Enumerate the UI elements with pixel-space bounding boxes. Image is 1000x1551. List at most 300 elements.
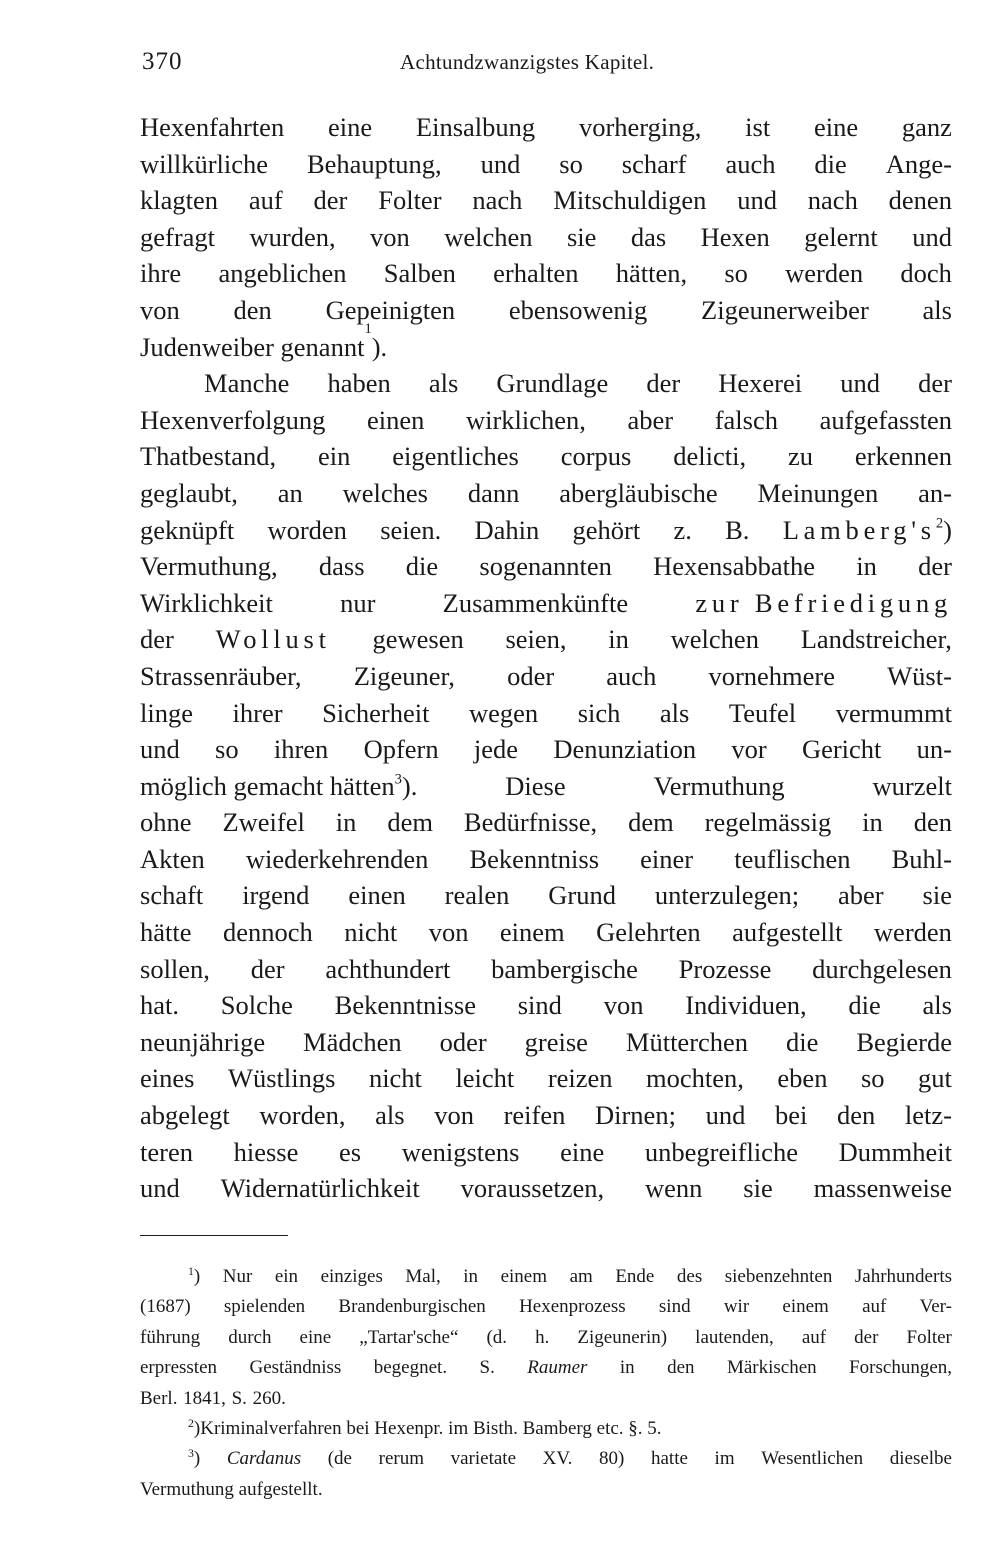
word: Zigeuner, <box>353 660 455 691</box>
word: 80) <box>599 1448 625 1470</box>
word: nicht <box>344 917 398 948</box>
word: welches <box>342 477 428 508</box>
word: Hexensabbathe <box>653 551 815 582</box>
word: wiederkehrenden <box>245 843 429 874</box>
word: ohne <box>140 807 192 838</box>
word: Wüst- <box>887 660 952 691</box>
word: reizen <box>547 1063 613 1094</box>
text-line <box>140 365 952 402</box>
word: un- <box>916 734 952 765</box>
word: zu <box>787 441 813 472</box>
word: Vermuthung, <box>140 551 278 582</box>
text-line <box>140 402 952 439</box>
word: nicht <box>368 1063 422 1094</box>
word: welchen <box>670 624 759 655</box>
word: ein <box>274 1266 299 1287</box>
text-line <box>140 320 952 366</box>
word: seien. <box>380 514 442 545</box>
word: lautenden, <box>695 1326 774 1348</box>
word: worden, <box>259 1100 346 1131</box>
word: Ange- <box>885 148 952 179</box>
word: in <box>619 1357 635 1379</box>
word: ihren <box>273 734 329 765</box>
word: Opfern <box>363 734 439 765</box>
word: aufgefassten <box>819 404 952 435</box>
text-fragment <box>140 768 417 805</box>
word: gehört <box>572 514 641 545</box>
word: Mädchen <box>303 1026 402 1057</box>
word: realen <box>444 880 510 911</box>
word: varietate <box>450 1448 517 1470</box>
text-line <box>140 438 952 475</box>
word: Gericht <box>801 734 882 765</box>
footnote-mark-2: 2 <box>188 1416 194 1430</box>
running-title: Achtundzwanzigstes Kapitel. <box>400 50 655 74</box>
text-fragment: ). <box>371 331 388 362</box>
footnote-1 <box>140 1262 952 1292</box>
word: Hexen <box>700 221 770 252</box>
word: eine <box>299 1326 332 1348</box>
word: corpus <box>560 441 632 472</box>
word: der <box>250 953 285 984</box>
word: durch <box>228 1326 272 1348</box>
word: und <box>705 1100 746 1131</box>
word: Mal, <box>405 1266 441 1287</box>
word: Gepeinigten <box>325 294 456 325</box>
word: erpressten <box>140 1357 218 1379</box>
text-line <box>140 768 952 805</box>
word: so <box>860 1063 885 1094</box>
word: so <box>559 148 583 179</box>
word: der <box>646 368 681 399</box>
text-fragment: ) <box>193 1266 201 1287</box>
word: so <box>724 258 748 289</box>
word: einer <box>640 843 694 874</box>
word: reifen <box>503 1100 566 1131</box>
word: in <box>335 807 357 838</box>
text-line <box>140 1097 952 1134</box>
word: geknüpft <box>140 514 235 545</box>
word: Zweifel <box>222 807 305 838</box>
word: aber <box>627 404 674 435</box>
word: Dahin <box>474 514 540 545</box>
word: irgend <box>242 880 310 911</box>
word: XV. <box>542 1448 573 1470</box>
word: eben <box>777 1063 828 1094</box>
word: als <box>922 990 952 1021</box>
word: die <box>786 1026 819 1057</box>
text-fragment: ) <box>193 1417 201 1439</box>
footnote-line <box>140 1384 952 1414</box>
word: den <box>233 294 272 325</box>
text-line <box>140 292 952 329</box>
word: auch <box>606 660 657 691</box>
word: linge <box>140 697 193 728</box>
word: wir <box>723 1296 750 1318</box>
text-fragment: ) <box>193 1448 201 1470</box>
word: eine <box>560 1136 605 1167</box>
text-fragment: möglich gemacht hätten <box>140 770 395 801</box>
word: Dummheit <box>838 1136 952 1167</box>
text-line <box>140 182 952 219</box>
word: oder <box>507 660 555 691</box>
word: z. <box>673 514 692 545</box>
spaced-name: Lamberg's <box>782 514 936 545</box>
word: denen <box>888 185 952 216</box>
word: Prozesse <box>678 953 772 984</box>
footnote-3 <box>140 1444 952 1474</box>
word: auf <box>801 1326 827 1348</box>
word: vornehmere <box>708 660 836 691</box>
word: Wirklichkeit <box>140 587 273 618</box>
word: Solche <box>220 990 293 1021</box>
main-text <box>140 109 952 1207</box>
text-line <box>140 1170 952 1207</box>
word: hätte <box>140 917 192 948</box>
word: Hexenprozess <box>519 1296 626 1318</box>
footnote-text <box>188 1444 200 1474</box>
footnote-author: Cardanus <box>226 1448 302 1470</box>
word: massenweise <box>813 1173 952 1204</box>
word: in <box>463 1266 479 1287</box>
word: in <box>862 807 883 838</box>
text-fragment: Judenweiber genannt <box>140 331 365 362</box>
word: Zusammenkünfte <box>442 587 629 618</box>
word: S. <box>479 1357 495 1379</box>
word: auf <box>248 185 283 216</box>
word: einen <box>348 880 406 911</box>
footnote-2 <box>140 1414 952 1444</box>
footnote-line <box>140 1353 952 1383</box>
text-line <box>140 1134 952 1171</box>
word: nach <box>472 185 523 216</box>
word: der <box>313 185 348 216</box>
word: eine <box>327 112 373 142</box>
footnote-mark-3: 3 <box>188 1447 194 1461</box>
footnote-author: Raumer <box>527 1357 588 1379</box>
word: von <box>434 1100 474 1131</box>
word: Geständniss <box>249 1357 342 1379</box>
word: Grundlage <box>496 368 609 399</box>
word: vermummt <box>835 697 952 728</box>
text-line <box>140 841 952 878</box>
word: eigentliches <box>392 441 519 472</box>
text-line <box>140 219 952 256</box>
word: 260. <box>252 1387 286 1409</box>
spaced-term: Wollust <box>215 624 331 655</box>
word: Ende <box>615 1266 655 1287</box>
word: und <box>912 221 952 252</box>
word: Folter <box>378 185 442 216</box>
word: wurden, <box>249 221 336 252</box>
word: dem <box>387 807 433 838</box>
page-number: 370 <box>142 48 183 75</box>
word: und <box>737 185 777 216</box>
word: teuflischen <box>734 843 851 874</box>
word: sie <box>566 221 597 252</box>
text-line <box>140 695 952 732</box>
word: Salben <box>383 258 456 289</box>
footnote-mark-1: 1 <box>188 1264 194 1278</box>
word: hiesse <box>233 1136 299 1167</box>
footnote-line: Vermuthung aufgestellt. <box>140 1478 323 1500</box>
word: von <box>140 294 180 325</box>
word: ist <box>745 112 771 142</box>
word: Diese <box>505 770 566 801</box>
word: dieselbe <box>889 1448 952 1470</box>
word: werden <box>873 917 952 948</box>
footnote-text <box>188 1262 200 1292</box>
spaced-term: zur Befriedigung <box>695 587 952 618</box>
word: geglaubt, <box>140 477 238 508</box>
word: rerum <box>378 1448 424 1470</box>
word: dann <box>467 477 520 508</box>
word: gut <box>918 1063 952 1094</box>
text-line <box>140 1060 952 1097</box>
word: B. <box>725 514 750 545</box>
text-line <box>140 585 952 622</box>
word: Ver- <box>919 1296 952 1318</box>
word: dass <box>318 551 365 582</box>
word: die <box>848 990 881 1021</box>
text-line <box>140 1024 952 1061</box>
text-line <box>140 658 952 695</box>
word: einem <box>499 917 565 948</box>
word: Hexenfahrten <box>140 112 285 142</box>
word: ebensowenig <box>508 294 648 325</box>
word: führung <box>140 1326 201 1348</box>
word: abergläubische <box>559 477 718 508</box>
word: siebenzehnten <box>724 1266 833 1287</box>
word: Hexerei <box>718 368 803 399</box>
text-fragment: ) <box>943 514 952 545</box>
word: die <box>814 148 847 179</box>
word: S. <box>231 1387 247 1409</box>
page-header <box>142 48 950 84</box>
word: Bekenntniss <box>469 843 600 874</box>
text-line <box>140 548 952 585</box>
word: hat. <box>140 990 179 1021</box>
word: als <box>659 697 690 728</box>
word: bei <box>774 1100 808 1131</box>
word: Gelehrten <box>596 917 701 948</box>
word: nach <box>807 185 858 216</box>
word: Individuen, <box>685 990 807 1021</box>
word: dem <box>628 807 674 838</box>
word: seien, <box>505 624 567 655</box>
word: scharf <box>621 148 687 179</box>
word: willkürliche <box>140 148 269 179</box>
word: werden <box>785 258 864 289</box>
word: eines <box>140 1063 195 1094</box>
word: einem <box>782 1296 829 1318</box>
word: doch <box>900 258 952 289</box>
word: nur <box>340 587 376 618</box>
word: spielenden <box>223 1296 306 1318</box>
word: wenn <box>645 1173 703 1204</box>
word: Meinungen <box>757 477 879 508</box>
text-line <box>140 804 952 841</box>
word: teren <box>140 1136 193 1167</box>
word: (de <box>327 1448 352 1470</box>
word: Märkischen <box>726 1357 817 1379</box>
word: Nur <box>222 1266 253 1287</box>
word: gefragt <box>140 221 216 252</box>
word: hätten, <box>615 258 688 289</box>
footnote-line <box>140 1292 952 1322</box>
word: den <box>836 1100 876 1131</box>
word: Grund <box>548 880 616 911</box>
word: haben <box>327 368 391 399</box>
word: erhalten <box>493 258 579 289</box>
word: Sicherheit <box>322 697 430 728</box>
word: Bedürfnisse, <box>463 807 598 838</box>
word: Dirnen; <box>594 1100 676 1131</box>
word: Buhl- <box>891 843 952 874</box>
word: Brandenburgischen <box>338 1296 486 1318</box>
word: Wüstlings <box>227 1063 336 1094</box>
text-line <box>140 951 952 988</box>
word: Vermuthung <box>653 770 785 801</box>
word: an- <box>918 477 952 508</box>
footnote-text <box>188 1414 200 1444</box>
word: Folter <box>906 1326 952 1348</box>
word: regelmässig <box>704 807 832 838</box>
word: aufgestellt <box>732 917 843 948</box>
word: und <box>480 148 521 179</box>
word: „Tartar'sche“ <box>359 1326 459 1348</box>
word: unterzulegen; <box>654 880 800 911</box>
text-line <box>140 146 952 183</box>
word: Mütterchen <box>625 1026 749 1057</box>
word: sie <box>922 880 952 911</box>
word: in <box>608 624 629 655</box>
word: neunjährige <box>140 1026 266 1057</box>
word: gewesen <box>372 624 464 655</box>
word: in <box>856 551 877 582</box>
word: im <box>714 1448 735 1470</box>
word: Zigeunerin) <box>577 1326 668 1348</box>
word: mochten, <box>646 1063 744 1094</box>
word: worden <box>267 514 347 545</box>
word: leicht <box>455 1063 515 1094</box>
word: Thatbestand, <box>140 441 277 472</box>
word: wirklichen, <box>465 404 586 435</box>
word: erkennen <box>854 441 952 472</box>
word: Wesentlichen <box>761 1448 864 1470</box>
word: ein <box>318 441 351 472</box>
word: Begierde <box>856 1026 952 1057</box>
word: Strassenräuber, <box>140 660 302 691</box>
word: Widernatürlichkeit <box>220 1173 420 1204</box>
word: die <box>405 551 439 582</box>
word: von <box>370 221 410 252</box>
word: als <box>428 368 459 399</box>
word: einziges <box>320 1266 383 1287</box>
word: und <box>140 734 180 765</box>
word: des <box>676 1266 703 1287</box>
word: achthundert <box>325 953 451 984</box>
word: ihre <box>140 258 182 289</box>
word: sogenannten <box>479 551 612 582</box>
word: begegnet. <box>373 1357 448 1379</box>
word: einen <box>367 404 425 435</box>
word: aber <box>838 880 884 911</box>
word: Einsalbung <box>415 112 536 142</box>
text-fragment: der <box>140 624 174 655</box>
word: es <box>339 1136 362 1167</box>
word: Forschungen, <box>849 1357 952 1379</box>
word: der <box>918 368 952 399</box>
text-line <box>140 621 952 658</box>
word: Landstreicher, <box>800 624 952 655</box>
footnote-line <box>140 1323 952 1353</box>
word: letz- <box>904 1100 952 1131</box>
word: als <box>922 294 952 325</box>
word: sie <box>743 1173 773 1204</box>
word: delicti, <box>673 441 747 472</box>
word: an <box>277 477 303 508</box>
word: von <box>603 990 644 1021</box>
text-line <box>140 475 952 512</box>
word: durchgelesen <box>812 953 952 984</box>
word: greise <box>524 1026 588 1057</box>
word: falsch <box>714 404 778 435</box>
footnote-ref-2: 2 <box>935 514 944 531</box>
word: und <box>840 368 880 399</box>
emphasis-name <box>783 512 952 549</box>
footnote-ref-1: 1 <box>364 320 372 337</box>
word: voraussetzen, <box>460 1173 605 1204</box>
word: Teufel <box>728 697 797 728</box>
word: das <box>630 221 667 252</box>
footnote-text: Kriminalverfahren bei Hexenpr. im Bisth. Bamberg etc. §. 5. <box>200 1417 662 1439</box>
word: 1841, <box>183 1387 226 1409</box>
footnotes <box>140 1262 952 1505</box>
word: so <box>215 734 239 765</box>
text-line <box>140 512 952 549</box>
word: als <box>375 1100 405 1131</box>
word: ihrer <box>232 697 283 728</box>
text-line <box>140 877 952 914</box>
word: Behauptung, <box>306 148 442 179</box>
text-line <box>140 914 952 951</box>
text-line <box>140 987 952 1024</box>
word: auch <box>725 148 776 179</box>
word: der <box>854 1326 879 1348</box>
word: Manche <box>204 368 290 399</box>
word: oder <box>439 1026 487 1057</box>
word: Berl. <box>140 1387 178 1409</box>
word: (1687) <box>140 1296 191 1318</box>
word: am <box>569 1266 593 1287</box>
word: (d. <box>486 1326 508 1348</box>
word: Mitschuldigen <box>553 185 707 216</box>
word: hatte <box>650 1448 688 1470</box>
word: angeblichen <box>218 258 347 289</box>
word: den <box>913 807 952 838</box>
word: sind <box>658 1296 691 1318</box>
word: bambergische <box>491 953 638 984</box>
word: h. <box>535 1326 550 1348</box>
word: Bekenntnisse <box>334 990 476 1021</box>
word: eine <box>813 112 859 142</box>
text-line <box>140 109 952 146</box>
word: ganz <box>901 112 952 142</box>
word: von <box>428 917 469 948</box>
text-line <box>140 731 952 768</box>
word: sich <box>577 697 621 728</box>
